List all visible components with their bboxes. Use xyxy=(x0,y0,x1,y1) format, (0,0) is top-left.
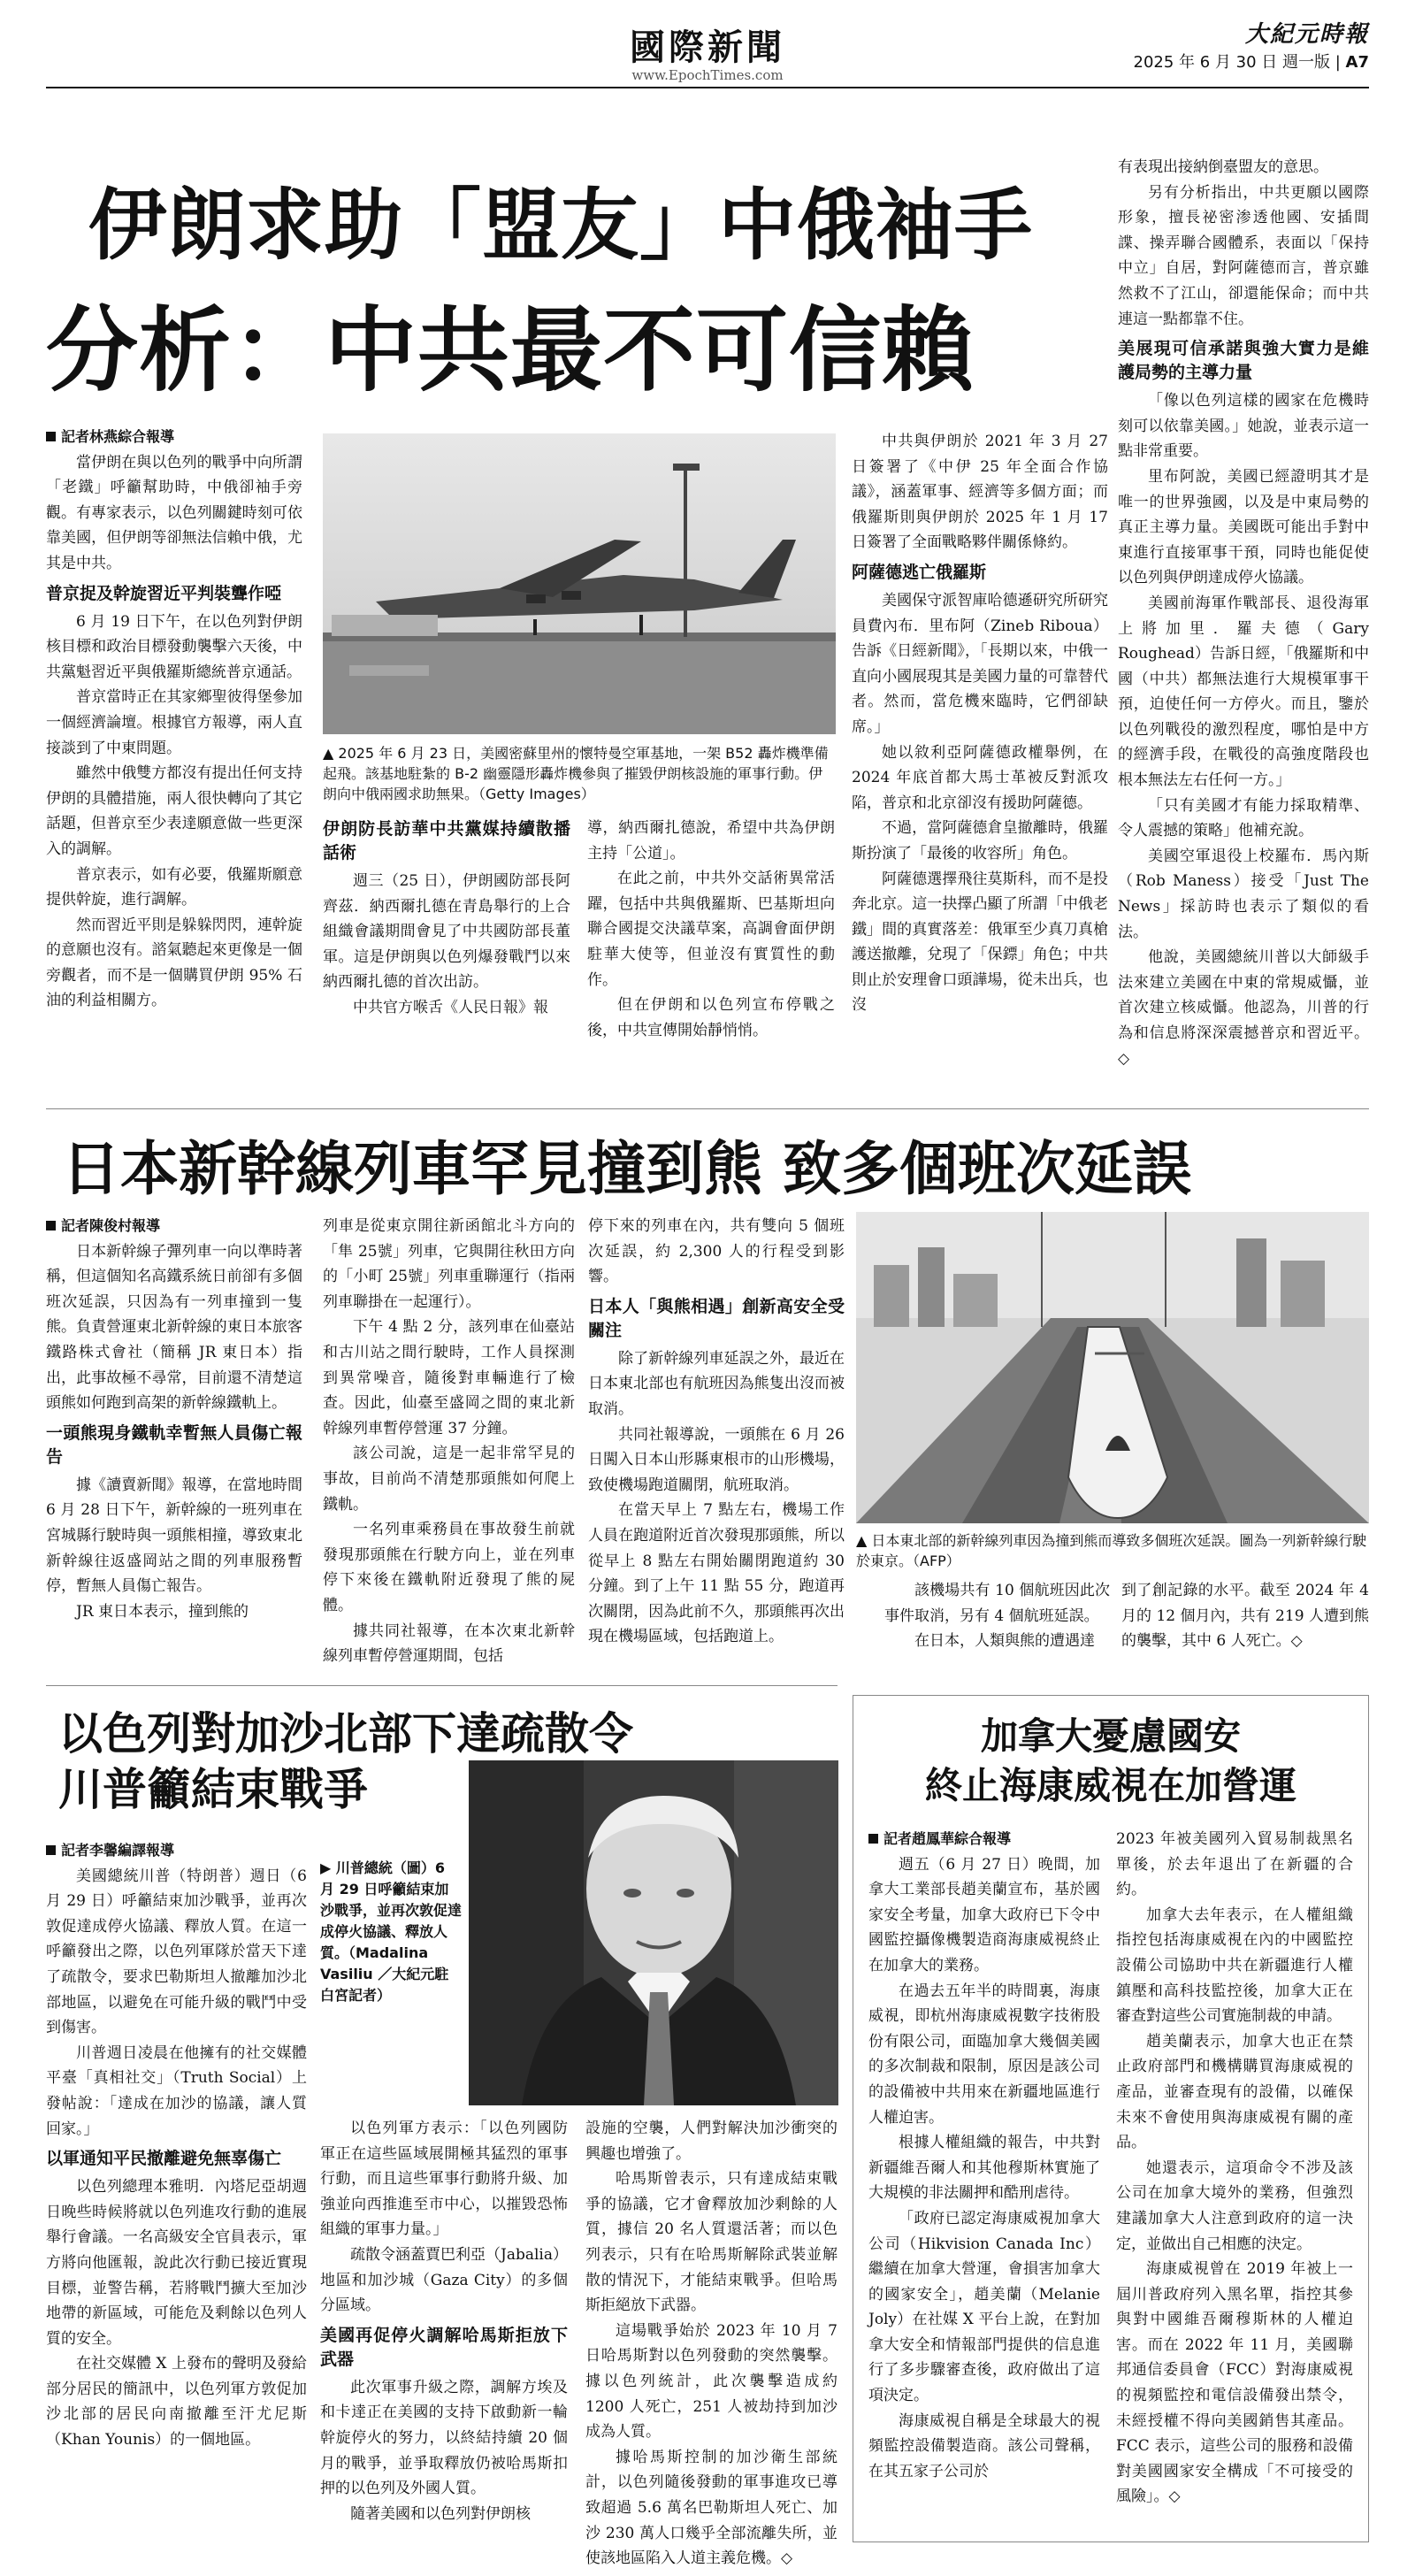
date-text: 2025 年 6 月 30 日 週一版 xyxy=(1133,53,1330,72)
japan-headline: 日本新幹線列車罕見撞到熊 致多個班次延誤 xyxy=(62,1135,1191,1203)
iran-headline-2: 分析：中共最不可信賴 xyxy=(46,296,975,404)
iran-column-4 xyxy=(852,429,1108,1097)
canada-byline: 記者趙鳳華綜合報導 xyxy=(868,1827,1100,1852)
paragraph: 以色列軍方表示：「以色列國防軍正在這些區域展開極其猛烈的軍事行動，而且這些軍事行動將升級、加強並向西推進至市中心，以摧毀恐怖組織的軍事力量。」 xyxy=(320,2120,568,2239)
paragraph: 一名列車乘務員在事故發生前就發現那頭熊在行駛方向上，並在列車停下來後在鐵軌附近發現了熊的屍體。 xyxy=(323,1521,575,1614)
paragraph: 美國前海軍作戰部長、退役海軍上將加里．羅夫德（Gary Roughead）告訴日經，「俄羅斯和中國（中共）都無法進行大規模軍事干預，迫使任何一方停火。而且，鑒於以色列戰役的激烈程度，哪怕是中方的經濟手段，在戰役的高強度階段也根本無法左右任何一方。」 xyxy=(1118,594,1369,790)
paragraph: 她還表示，這項命令不涉及該公司在加拿大境外的業務，但強烈建議加拿大人注意到政府的這一決定，並做出自己相應的決定。 xyxy=(1116,2158,1353,2253)
paragraph: 導，納西爾扎德說，希望中共為伊朗主持「公道」。 xyxy=(587,819,835,862)
paragraph: 海康威視曾在 2019 年被上一屆川普政府列入黑名單，指控其參與對中國維吾爾穆斯林的人權迫害。而在 2022 年 11 月，美國聯邦通信委員會（FCC）對海康威視的視頻監控和電信設備發出禁令，未經授權不得向美國銷售其產品。FCC 表示，這些公司的服務和設備對美國國家安全構成「不可接受的風險」。◇ xyxy=(1116,2260,1353,2506)
paragraph: 據共同社報導，在本次東北新幹線列車暫停營運期間，包括 xyxy=(323,1622,575,1666)
israel-photo-caption: ▶ 川普總統（圖）6 月 29 日呼籲結束加沙戰爭，並再次敦促達成停火協議、釋放人質。（Madalina Vasiliu ／大紀元駐白宮記者） xyxy=(320,1859,463,2004)
israel-col3-body xyxy=(585,2116,838,2572)
paragraph: 當伊朗在與以色列的戰爭中向所謂「老鐵」呼籲幫助時，中俄卻袖手旁觀。有專家表示，以色列關鍵時刻可依靠美國，但伊朗等卻無法信賴中俄，尤其是中共。 xyxy=(46,453,302,572)
header-rule xyxy=(46,87,1369,88)
paragraph: 美國總統川普（特朗普）週日（6 月 29 日）呼籲結束加沙戰爭，並再次敦促達成停火協議、釋放人質。在這一呼籲發出之際，以色列軍隊於當天下達了疏散令，要求巴勒斯坦人撤離加沙北部地區，以避免在可能升級的戰鬥中受到傷害。 xyxy=(46,1867,307,2037)
japan-photo-caption: ▲ 日本東北部的新幹線列車因為撞到熊而導致多個班次延誤。圖為一列新幹線行駛於東京。（AFP） xyxy=(856,1532,1367,1569)
paragraph: 趙美蘭表示，加拿大也正在禁止政府部門和機構購買海康威視的產品，並審查現有的設備，以確保未來不會使用與海康威視有關的產品。 xyxy=(1116,2032,1353,2152)
israel-column-2 xyxy=(320,2116,568,2539)
paragraph: 該機場共有 10 個航班因此次事件取消，另有 4 個航班延誤。 xyxy=(884,1582,1110,1625)
paragraph: 據《讀賣新聞》報導，在當地時間 6 月 28 日下午，新幹線的一班列車在宮城縣行駛時與一頭熊相撞，導致東北新幹線往返盛岡站之間的列車服務暫停，暫無人員傷亡報告。 xyxy=(46,1476,302,1596)
b52-bomber-photo xyxy=(323,433,836,734)
paragraph: 在日本，人類與熊的遭遇達 xyxy=(914,1632,1095,1651)
paragraph: 里布阿說，美國已經證明其才是唯一的世界強國，以及是中東局勢的真正主導力量。美國既可能出手對中東進行直接軍事干預，同時也能促使以色列與伊朗達成停火協議。 xyxy=(1118,467,1369,587)
paragraph: 據哈馬斯控制的加沙衛生部統計，以色列隨後發動的軍事進攻已導致超過 5.6 萬名巴勒斯坦人死亡、加沙 230 萬人口幾乎全部流離失所，並使該地區陷入人道主義危機。◇ xyxy=(585,2448,838,2568)
paragraph: 川普週日凌晨在他擁有的社交媒體平臺「真相社交」（Truth Social）上發帖說：「達成在加沙的協議，讓人質回家。」 xyxy=(46,2043,307,2138)
israel-col2-body xyxy=(320,2116,568,2526)
paragraph: 週五（6 月 27 日）晚間，加拿大工業部長趙美蘭宣布，基於國家安全考量，加拿大政府已下令中國監控攝像機製造商海康威視終止在加拿大的業務。 xyxy=(868,1855,1100,1974)
paragraph: 另有分析指出，中共更願以國際形象，擅長祕密渗透他國、安插間諜、操弄聯合國體系，表面以「保持中立」自居，對阿薩德而言，普京雖然救不了江山，卻還能保命；而中共連這一點都靠不住。 xyxy=(1118,183,1369,328)
paragraph: 日本新幹線子彈列車一向以準時著稱，但這個知名高鐵系統日前卻有多個班次延誤，只因為有一列車撞到一隻熊。負責營運東北新幹線的東日本旅客鐵路株式會社（簡稱 JR 東日本）指出，此事故極不尋常，目前還不清楚這頭熊如何跑到高架的新幹線鐵軌上。 xyxy=(46,1242,302,1413)
iran-col5-body xyxy=(1118,155,1369,1071)
japan-column-4 xyxy=(884,1578,1110,1674)
paragraph: 哈馬斯曾表示，只有達成結束戰爭的協議，它才會釋放加沙剩餘的人質，據信 20 名人質還活著；而以色列表示，只有在哈馬斯解除武裝並解散的情況下，才能結束戰爭。但哈馬斯拒絕放下武器。 xyxy=(585,2170,838,2315)
canada-column-2 xyxy=(1116,1827,1353,2534)
paragraph: 在過去五年半的時間裏，海康威視，即杭州海康威視數字技術股份有限公司，面臨加拿大幾個美國的多次制裁和限制，原因是該公司的設備被中共用來在新疆地區進行人權迫害。 xyxy=(868,1982,1100,2127)
paragraph: 根據人權組織的報告，中共對新疆維吾爾人和其他穆斯林實施了大規模的非法關押和酷刑虐待。 xyxy=(868,2134,1100,2203)
paragraph: 加拿大去年表示，在人權組織指控包括海康威視在內的中國監控設備公司協助中共在新疆進行人權鎮壓和高科技監控後，加拿大正在審查對這些公司實施制裁的申請。 xyxy=(1116,1905,1353,2026)
paragraph: 阿薩德選擇飛往莫斯科，而不是投奔北京。這一抉擇凸顯了所謂「中俄老鐵」間的真實落差：俄軍至少真刀真槍護送撤離，兌現了「保鏢」角色；中共則止於安理會口頭譁場，從未出兵，也沒 xyxy=(852,870,1108,1015)
paragraph: 在當天早上 7 點左右，機場工作人員在跑道附近首次發現那頭熊，所以從早上 8 點左右開始關閉跑道約 30 分鐘。到了上午 11 點 55 分，跑道再次關閉，因為此前不久，那頭熊再次出現在機場區域，包括跑道上。 xyxy=(588,1501,845,1646)
page-number: A7 xyxy=(1345,53,1369,72)
japan-column-2 xyxy=(323,1214,575,1674)
paragraph: 在此之前，中共外交話術異常活躍，包括中共與俄羅斯、巴基斯坦向聯合國提交決議草案，高調會面伊朗駐華大使等，但並沒有實質性的動作。 xyxy=(587,870,835,989)
subheading: 伊朗防長訪華中共黨媒持續散播話術 xyxy=(323,819,570,862)
israel-col1-body xyxy=(46,1864,307,2453)
iran-photo-caption: ▲ 2025 年 6 月 23 日，美國密蘇里州的懷特曼空軍基地，一架 B52 轟炸機準備起飛。該基地駐紮的 B-2 幽靈隱形轟炸機參與了摧毀伊朗核設施的軍事行動。伊朗向中俄兩國求助無果。（Getty Images） xyxy=(323,745,829,802)
japan-column-1 xyxy=(46,1214,302,1674)
subheading: 日本人「與熊相遇」創新高安全受關注 xyxy=(588,1296,845,1340)
iran-col3-body xyxy=(587,816,835,1043)
paragraph: 疏散令涵蓋賈巴利亞（Jabalia）地區和加沙城（Gaza City）的多個分區域。 xyxy=(320,2245,568,2315)
japan-byline: 記者陳俊村報導 xyxy=(46,1214,302,1239)
iran-column-5 xyxy=(1118,155,1369,1097)
paragraph: 設施的空襲，人們對解決加沙衝突的興趣也增強了。 xyxy=(585,2120,838,2163)
paragraph: 隨著美國和以色列對伊朗核 xyxy=(350,2504,531,2523)
trump-portrait-photo xyxy=(469,1760,838,2105)
canada-headline-2: 終止海康威視在加營運 xyxy=(924,1764,1296,1807)
israel-headline-2: 川普籲結束戰爭 xyxy=(58,1764,368,1815)
paragraph: 到了創記錄的水平。截至 2024 年 4 月的 12 個月內，共有 219 人遭到熊的襲擊，其中 6 人死亡。◇ xyxy=(1121,1582,1369,1651)
subheading: 美展現可信承諾與強大實力是維護局勢的主導力量 xyxy=(1118,339,1369,383)
israel-headline-1: 以色列對加沙北部下達疏散令 xyxy=(58,1708,633,1760)
paragraph: 週三（25 日），伊朗國防部長阿齊茲．納西爾扎德在青島舉行的上合組織會議期間會見了中共國防部長董軍。這是伊朗與以色列爆發戰鬥以來納西爾扎德的首次出訪。 xyxy=(323,872,570,992)
israel-column-3 xyxy=(585,2116,838,2568)
paragraph: 停下來的列車在內，共有雙向 5 個班次延誤，約 2,300 人的行程受到影響。 xyxy=(588,1217,845,1286)
iran-col1-body xyxy=(46,450,302,1014)
israel-byline: 記者李馨編譯報導 xyxy=(46,1838,307,1864)
paragraph: 普京當時正在其家鄉聖彼得堡參加一個經濟論壇。根據官方報導，兩人直接談到了中東問題。 xyxy=(46,688,302,757)
paragraph: 在社交媒體 X 上發布的聲明及發給部分居民的簡訊中，以色列軍方敦促加沙北部的居民向南撤離至汗尤尼斯（Khan Younis）的一個地區。 xyxy=(46,2355,307,2450)
date-separator: | xyxy=(1335,53,1346,72)
paragraph: 下午 4 點 2 分，該列車在仙臺站和古川站之間行駛時，工作人員探測到異常噪音，隨後對車輛進行了檢查。因此，仙臺至盛岡之間的東北新幹線列車暫停營運 37 分鐘。 xyxy=(323,1318,575,1438)
issue-date xyxy=(1134,50,1370,73)
paragraph: 6 月 19 日下午，在以色列對伊朗核目標和政治目標發動襲擊六天後，中共黨魁習近平與俄羅斯總統普京通話。 xyxy=(46,612,302,681)
canada-col1-body xyxy=(868,1852,1100,2485)
canada-headline-1: 加拿大憂慮國安 xyxy=(980,1714,1241,1758)
iran-col4-body xyxy=(852,429,1108,1018)
subheading: 阿薩德逃亡俄羅斯 xyxy=(852,562,987,582)
iran-headline-1: 伊朗求助「盟友」中俄袖手 xyxy=(88,180,1034,271)
iran-byline: 記者林燕綜合報導 xyxy=(46,425,302,450)
israel-photo-trump xyxy=(469,1760,838,2105)
site-url: www.EpochTimes.com xyxy=(631,67,784,83)
paragraph: 2023 年被美國列入貿易制裁黑名單後，於去年退出了在新疆的合約。 xyxy=(1116,1830,1353,1899)
section-rule-1 xyxy=(46,1108,1369,1109)
paragraph: 不過，當阿薩德倉皇撤離時，俄羅斯扮演了「最後的收容所」角色。 xyxy=(852,819,1108,862)
japan-col2-body xyxy=(323,1214,575,1669)
paragraph: 但在伊朗和以色列宣布停戰之後，中共宣傳開始靜悄悄。 xyxy=(587,996,835,1039)
paragraph: 有表現出接納倒臺盟友的意思。 xyxy=(1118,158,1328,176)
japan-col3-body xyxy=(588,1214,845,1650)
japan-column-3 xyxy=(588,1214,845,1674)
paragraph: 共同社報導說，一頭熊在 6 月 26 日闖入日本山形縣東根市的山形機場，致使機場跑道關閉，航班取消。 xyxy=(588,1425,845,1494)
paragraph: 她以敘利亞阿薩德政權舉例，在 2024 年底首都大馬士革被反對派攻陷，普京和北京卻沒有援助阿薩德。 xyxy=(852,743,1108,812)
japan-column-5 xyxy=(1121,1578,1369,1674)
paragraph: 該公司說，這是一起非常罕見的事故，目前尚不清楚那頭熊如何爬上鐵軌。 xyxy=(323,1445,575,1514)
subheading: 以軍通知平民撤離避免無辜傷亡 xyxy=(46,2149,282,2169)
iran-column-1 xyxy=(46,425,302,1097)
paragraph: 中共官方喉舌《人民日報》報 xyxy=(353,998,548,1016)
paragraph: 他說，美國總統川普以大師級手法來建立美國在中東的常規威懾，並首次建立核威懾。他認為，川普的行為和信息將深深震撼普京和習近平。◇ xyxy=(1118,948,1369,1068)
japan-col1-body xyxy=(46,1239,302,1625)
section-rule-2 xyxy=(46,1685,838,1686)
paragraph: 列車是從東京開往新函館北斗方向的「隼 25號」列車，它與開往秋田方向的「小町 25號」列車重聯運行（指兩列車聯掛在一起運行）。 xyxy=(323,1217,575,1311)
paragraph: 此次軍事升級之際，調解方埃及和卡達正在美國的支持下啟動新一輪幹旋停火的努力，以終結持續 20 個月的戰爭，並爭取釋放仍被哈馬斯扣押的以色列及外國人質。 xyxy=(320,2378,568,2498)
paragraph: 海康威視自稱是全球最大的視頻監控設備製造商。該公司聲稱，在其五家子公司於 xyxy=(868,2411,1100,2480)
japan-photo-shinkansen xyxy=(856,1212,1369,1523)
paragraph: 美國空軍退役上校羅布．馬內斯（Rob Maness）接受「Just The News」採訪時也表示了類似的看法。 xyxy=(1118,847,1369,941)
paragraph: 這場戰爭始於 2023 年 10 月 7 日哈馬斯對以色列發動的突然襲擊。據以色列統計，此次襲擊造成約 1200 人死亡，251 人被劫持到加沙成為人質。 xyxy=(585,2321,838,2442)
canada-col2-body xyxy=(1116,1827,1353,2510)
paragraph: 雖然中俄雙方都沒有提出任何支持伊朗的具體措施，兩人很快轉向了其它話題，但普京至少表達願意做一些更深入的調解。 xyxy=(46,764,302,858)
iran-col2-body xyxy=(323,817,570,1021)
section-title: 國際新聞 xyxy=(630,27,785,68)
iran-photo-b52 xyxy=(323,433,836,734)
paragraph: 普京表示，如有必要，俄羅斯願意提供幹旋，進行調解。 xyxy=(46,865,302,909)
iran-column-3 xyxy=(587,816,835,1099)
paragraph: 中共與伊朗於 2021 年 3 月 27 日簽署了《中伊 25 年全面合作協議》，涵蓋軍事、經濟等多個方面；而俄羅斯則與伊朗於 2025 年 1 月 17 日簽署了全面戰略夥伴關係條約。 xyxy=(852,433,1108,552)
paragraph: 以色列總理本雅明．內塔尼亞胡週日晚些時候將就以色列進攻行動的進展舉行會議。一名高級安全官員表示，軍方將向他匯報，說此次行動已接近實現目標，並警告稱，若將戰鬥擴大至加沙地帶的新區域，可能危及剩餘以色列人質的安全。 xyxy=(46,2178,307,2348)
subheading: 美國再促停火調解哈馬斯拒放下武器 xyxy=(320,2325,568,2369)
paragraph: 美國保守派智庫哈德遜研究所研究員費內布．里布阿（Zineb Riboua）告訴《日經新聞》，「長期以來，中俄一直向小國展現其是美國力量的可靠替代者。然而，當危機來臨時，它們卻缺席。」 xyxy=(852,591,1108,736)
iran-column-2 xyxy=(323,812,570,1095)
paragraph: 除了新幹線列車延誤之外，最近在日本東北部也有航班因為熊隻出沒而被取消。 xyxy=(588,1349,845,1418)
paragraph: JR 東日本表示，撞到熊的 xyxy=(76,1602,249,1621)
paragraph: 「政府已認定海康威視加拿大公司（Hikvision Canada Inc）繼續在加拿大營運，會損害加拿大的國家安全」，趙美蘭（Melanie Joly）在社媒 X 平台上說，在對加拿大安全和情報部門提供的信息進行了多步驟審查後，政府做出了這項決定。 xyxy=(868,2209,1100,2405)
shinkansen-train-photo xyxy=(856,1212,1369,1523)
subheading: 普京捉及幹旋習近平判裝聾作啞 xyxy=(46,583,282,603)
canada-column-1 xyxy=(868,1827,1100,2534)
brand-logo: 大紀元時報 xyxy=(1244,21,1369,48)
subheading: 一頭熊現身鐵軌幸暫無人員傷亡報告 xyxy=(46,1422,302,1467)
israel-column-1 xyxy=(46,1838,307,2537)
paragraph: 然而習近平則是躲躲閃閃，連幹旋的意願也沒有。諮氣聽起來更像是一個旁觀者，而不是一個購買伊朗 95% 石油的利益相關方。 xyxy=(46,916,302,1010)
japan-col4-body xyxy=(884,1578,1110,1654)
paragraph: 「像以色列這樣的國家在危機時刻可以依靠美國。」她說，並表示這一點非常重要。 xyxy=(1118,392,1369,461)
paragraph: 「只有美國才有能力採取精準、令人震撼的策略」他補充說。 xyxy=(1118,796,1369,840)
japan-col5-body xyxy=(1121,1578,1369,1654)
